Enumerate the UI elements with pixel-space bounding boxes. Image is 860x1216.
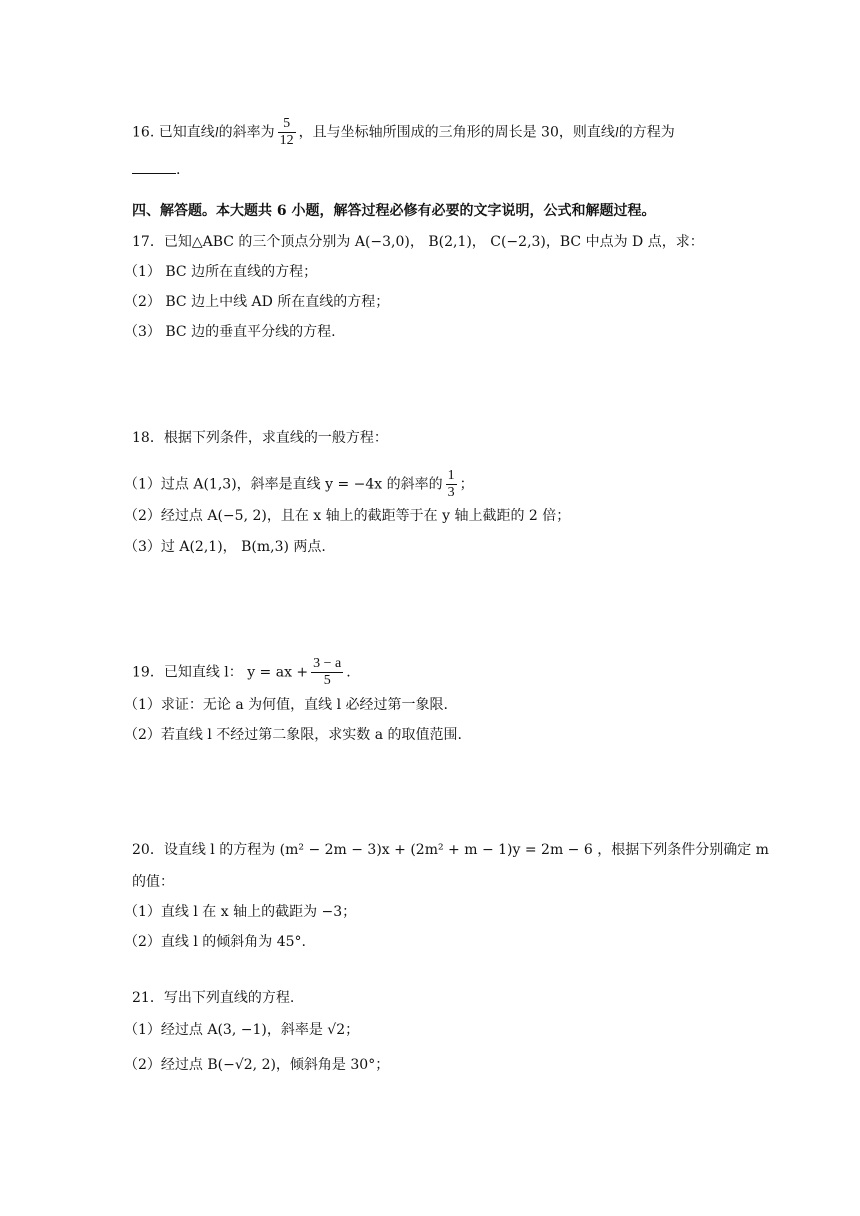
question-18-part-2: （2）经过点 A(−5, 2)，且在 x 轴上的截距等于在 y 轴上截距的 2 倍； bbox=[124, 508, 571, 524]
math-variable: l bbox=[614, 125, 619, 141]
question-16-line bbox=[132, 116, 675, 149]
question-20-part-1: （1）直线 l 在 x 轴上的截距为 −3； bbox=[124, 904, 357, 920]
question-21-line: 21．写出下列直线的方程. bbox=[132, 990, 295, 1006]
part-text: ； bbox=[459, 476, 474, 493]
math-variable: l bbox=[214, 125, 219, 141]
fraction bbox=[446, 468, 457, 501]
question-number: 16. bbox=[132, 124, 155, 141]
section-heading: 四、解答题。本大题共 6 小题，解答过程必修有必要的文字说明，公式和解题过程。 bbox=[132, 203, 656, 219]
question-17-line: 17．已知△ABC 的三个顶点分别为 A(−3,0)， B(2,1)， C(−2,3)，BC 中点为 D 点，求： bbox=[132, 234, 704, 250]
question-17-part-3: （3） BC 边的垂直平分线的方程. bbox=[124, 324, 336, 340]
question-20-part-2: （2）直线 l 的倾斜角为 45°. bbox=[124, 934, 306, 950]
question-21-part-2: （2）经过点 B(−√2, 2)，倾斜角是 30°； bbox=[124, 1057, 390, 1073]
fraction-denominator: 3 bbox=[447, 485, 455, 500]
question-19-part-1: （1）求证：无论 a 为何值，直线 l 必经过第一象限. bbox=[124, 697, 448, 713]
question-text: 已知直线 bbox=[158, 124, 215, 141]
question-18-part-1 bbox=[124, 468, 474, 501]
question-text: 19．已知直线 l： y = ax + bbox=[132, 664, 309, 681]
fraction-denominator: 5 bbox=[323, 673, 331, 688]
question-19-part-2: （2）若直线 l 不经过第二象限，求实数 a 的取值范围. bbox=[124, 727, 462, 743]
question-text: 的斜率为 bbox=[218, 124, 275, 141]
fraction bbox=[311, 656, 343, 689]
question-text: ，且与坐标轴所围成的三角形的周长是 30，则直线 bbox=[298, 124, 615, 141]
fraction-numerator: 3 − a bbox=[313, 656, 342, 671]
answer-blank-line bbox=[132, 160, 180, 180]
question-21-part-1: （1）经过点 A(3, −1)，斜率是 √2； bbox=[124, 1022, 360, 1038]
question-17-part-1: （1） BC 边所在直线的方程； bbox=[124, 264, 318, 280]
question-20-line: 20．设直线 l 的方程为 (m² − 2m − 3)x + (2m² + m − 1)y = 2m − 6 ，根据下列条件分别确定 m bbox=[132, 842, 769, 858]
question-text: . bbox=[346, 664, 351, 681]
fraction bbox=[278, 116, 296, 149]
fraction-numerator: 5 bbox=[278, 116, 296, 133]
period: . bbox=[176, 162, 181, 178]
question-18-part-3: （3）过 A(2,1)， B(m,3) 两点. bbox=[124, 539, 326, 555]
question-17-part-2: （2） BC 边上中线 AD 所在直线的方程； bbox=[124, 294, 390, 310]
question-20-line-2: 的值： bbox=[132, 874, 174, 890]
fraction-denominator: 12 bbox=[279, 133, 294, 148]
question-19-line bbox=[132, 656, 351, 689]
fraction-numerator: 1 bbox=[447, 468, 455, 483]
question-18-line: 18．根据下列条件，求直线的一般方程： bbox=[132, 430, 388, 446]
answer-blank bbox=[132, 161, 176, 174]
question-text: 的方程为 bbox=[618, 124, 675, 141]
part-text: （1）过点 A(1,3)，斜率是直线 y = −4x 的斜率的 bbox=[124, 476, 443, 493]
